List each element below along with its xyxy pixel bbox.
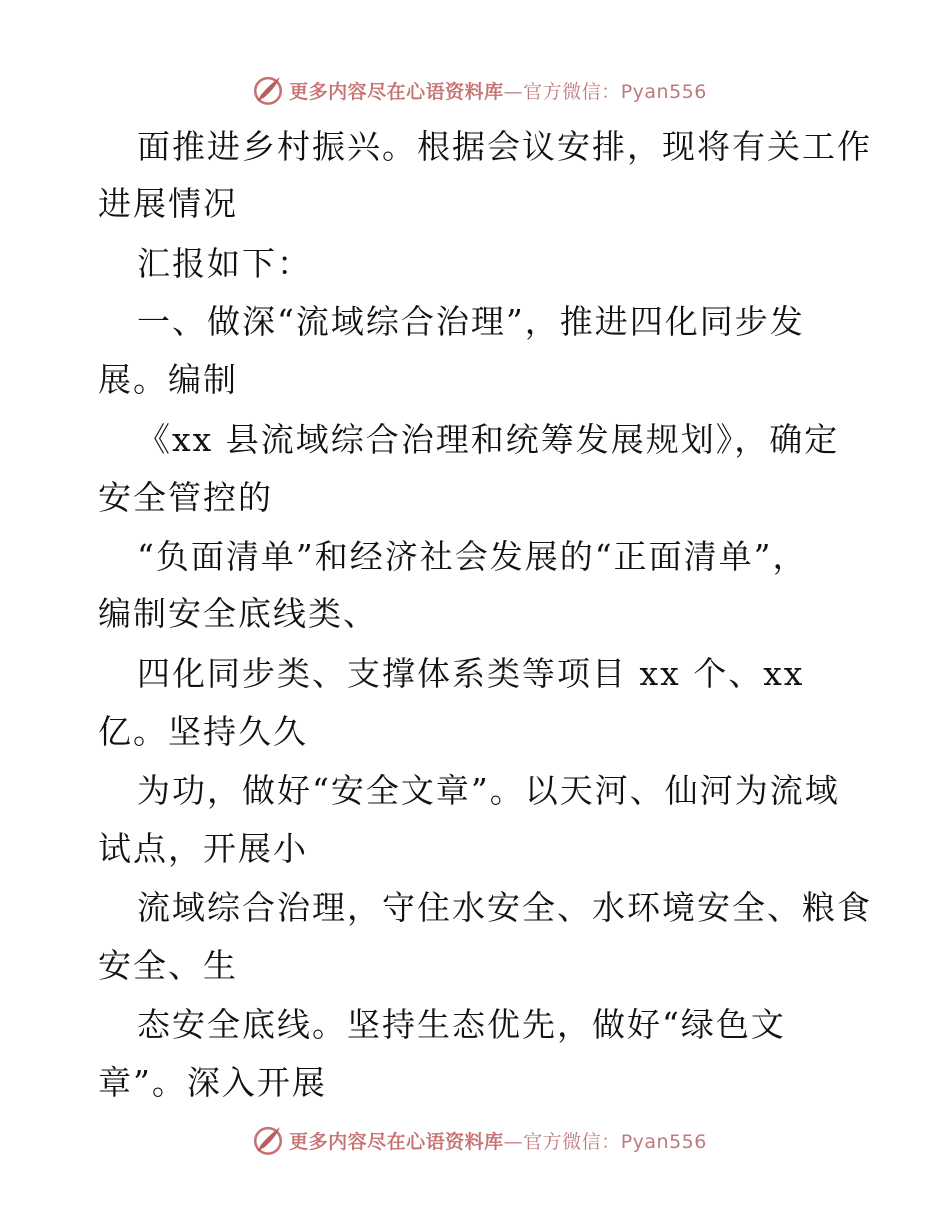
text-line: 展。编制 (98, 360, 238, 399)
text-line: 流域综合治理，守住水安全、水环境安全、粮食 (137, 888, 872, 927)
footer-watermark-text (289, 1127, 707, 1154)
text-line: 汇报如下： (137, 244, 312, 283)
text-line: 态安全底线。坚持生态优先，做好“绿色文 (137, 1005, 786, 1044)
watermark-brand: 更多内容尽在心语资料库 (289, 80, 504, 103)
watermark-dash: — (503, 1130, 524, 1153)
text-line: “负面清单”和经济社会发展的“正面清单”， (137, 537, 808, 576)
text-line: 安全管控的 (98, 478, 273, 517)
text-line: 进展情况 (98, 184, 238, 223)
text-line: 一、做深“流域综合治理”，推进四化同步发 (137, 302, 805, 341)
watermark-wechat-label: 官方微信： (523, 80, 621, 103)
quill-pen-icon (251, 1123, 285, 1157)
footer-watermark (0, 1120, 950, 1160)
watermark-brand: 更多内容尽在心语资料库 (289, 1130, 504, 1153)
text-line: 四化同步类、支撑体系类等项目 xx 个、xx (137, 654, 805, 693)
text-line: 章”。深入开展 (98, 1063, 327, 1102)
text-line: 安全、生 (98, 946, 238, 985)
watermark-wechat-id: Pyan556 (620, 80, 707, 103)
text-line: 面推进乡村振兴。根据会议安排，现将有关工作 (137, 127, 872, 166)
watermark-dash: — (503, 80, 524, 103)
text-line: 试点，开展小 (98, 829, 308, 868)
text-line: 《xx 县流域综合治理和统筹发展规划》，确定 (137, 420, 840, 459)
text-line: 为功，做好“安全文章”。以天河、仙河为流域 (137, 771, 840, 810)
footer-watermark-inner (251, 1123, 707, 1157)
watermark-wechat-label: 官方微信： (523, 1130, 621, 1153)
text-line: 编制安全底线类、 (98, 594, 378, 633)
watermark-wechat-id: Pyan556 (620, 1130, 707, 1153)
text-line: 亿。坚持久久 (98, 712, 308, 751)
